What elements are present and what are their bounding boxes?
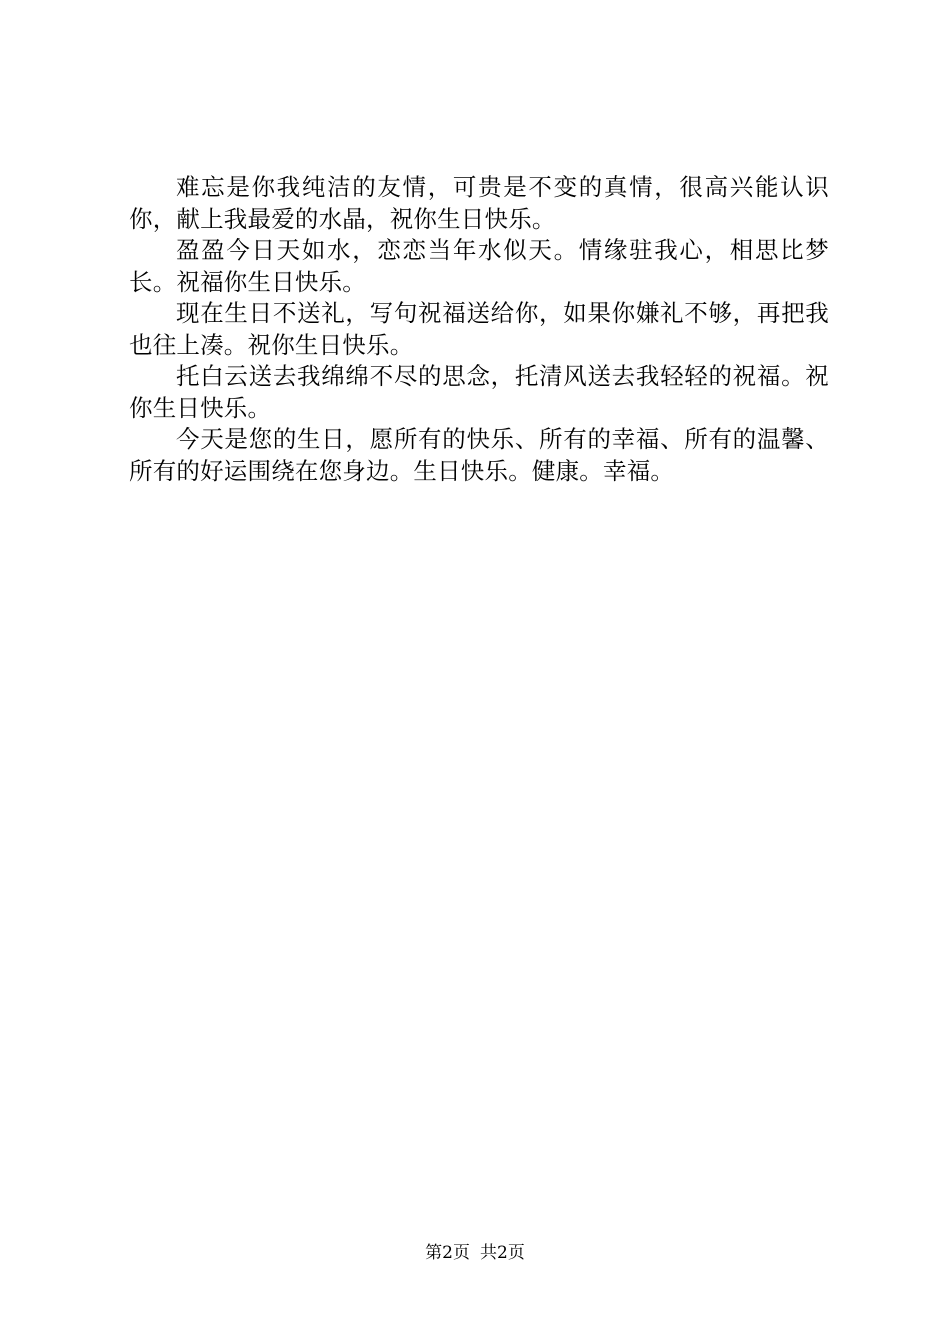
paragraph: 托白云送去我绵绵不尽的思念，托清风送去我轻轻的祝福。祝你生日快乐。 bbox=[129, 362, 829, 422]
page-footer bbox=[0, 1242, 950, 1264]
paragraph: 现在生日不送礼，写句祝福送给你，如果你嫌礼不够，再把我也往上凑。祝你生日快乐。 bbox=[129, 299, 829, 359]
document-body bbox=[129, 172, 829, 487]
paragraph: 今天是您的生日，愿所有的快乐、所有的幸福、所有的温馨、所有的好运围绕在您身边。生日快乐。健康。幸福。 bbox=[129, 425, 829, 485]
paragraph: 盈盈今日天如水，恋恋当年水似天。情缘驻我心，相思比梦长。祝福你生日快乐。 bbox=[129, 236, 829, 296]
page-number: 第2页 bbox=[425, 1243, 470, 1263]
page-total: 共2页 bbox=[480, 1243, 525, 1263]
paragraph: 难忘是你我纯洁的友情，可贵是不变的真情，很高兴能认识你，献上我最爱的水晶，祝你生日快乐。 bbox=[129, 173, 829, 233]
